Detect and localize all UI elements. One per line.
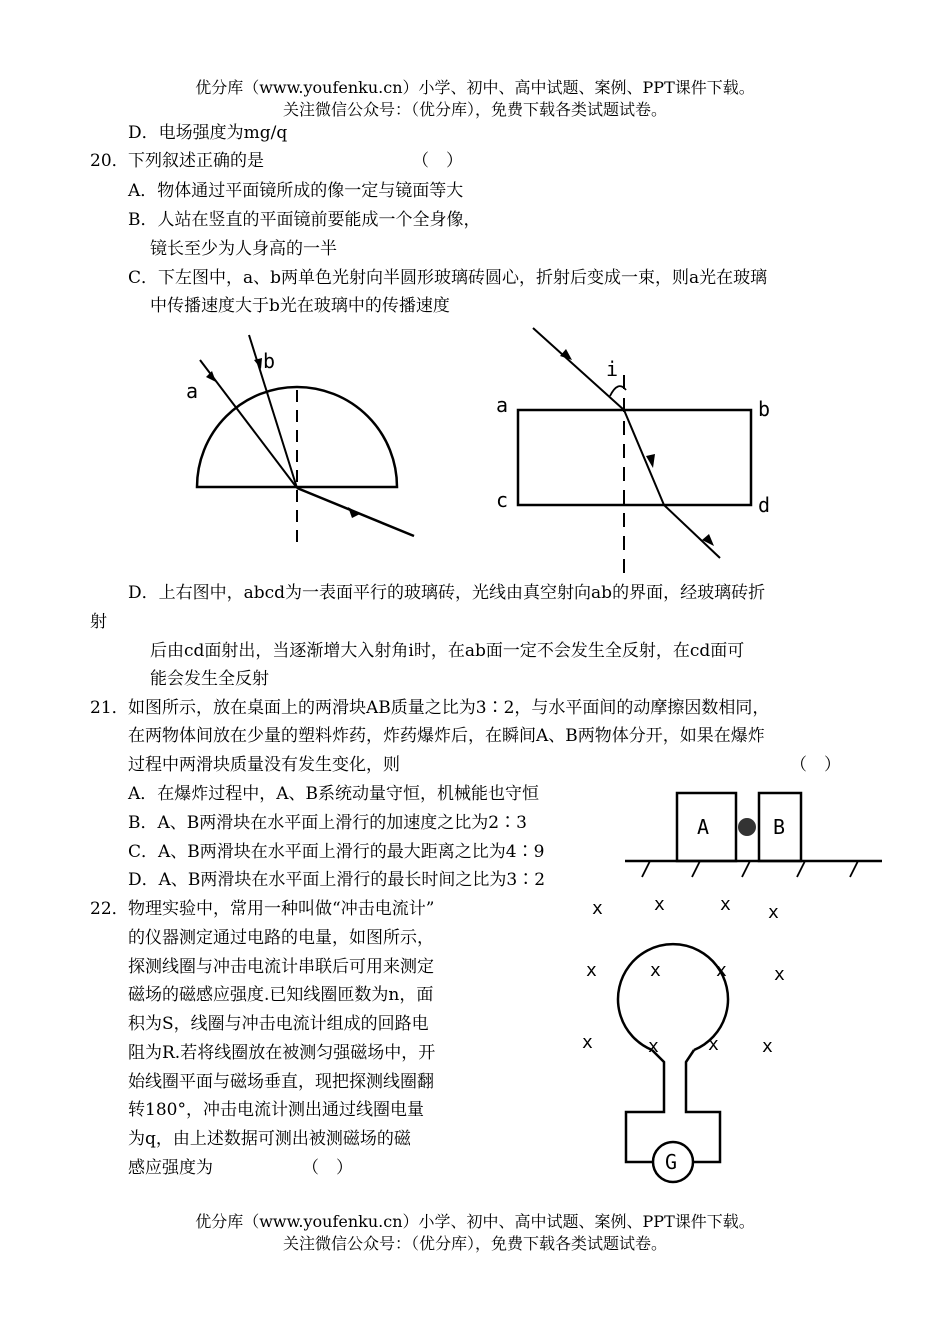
field-mark: x	[582, 1032, 593, 1053]
q20-option-c-line-1: C．下左图中，a、b两单色光射向半圆形玻璃砖圆心，折射后变成一束，则a光在玻璃	[128, 268, 768, 288]
arrow-b	[254, 358, 262, 369]
field-mark: x	[648, 1036, 659, 1057]
explosive-charge	[738, 818, 756, 836]
q22-line-5: 积为S，线圈与冲击电流计组成的回路电	[128, 1014, 429, 1034]
label-i: i	[606, 357, 619, 381]
q20-option-b-line-2: 镜长至少为人身高的一半	[150, 239, 337, 259]
label-a: a	[496, 393, 509, 417]
q22-line-8: 转180°，冲击电流计测出通过线圈电量	[128, 1100, 424, 1120]
q21-stem-line-2: 在两物体间放在少量的塑料炸药，炸药爆炸后，在瞬间A、B两物体分开，如果在爆炸	[128, 726, 765, 746]
galvanometer-label: G	[665, 1150, 678, 1174]
semicircle-refraction-figure	[170, 330, 430, 550]
field-mark: x	[586, 960, 597, 981]
q22-answer-bracket: （ ）	[302, 1158, 353, 1178]
q22-line-10: 感应强度为	[128, 1158, 213, 1178]
label-b: b	[758, 397, 771, 421]
glass-slab-figure	[490, 320, 780, 580]
field-mark: x	[650, 960, 661, 981]
header-line-2: 关注微信公众号：（优分库），免费下载各类试题试卷。	[282, 100, 667, 119]
q22-line-6: 阻为R.若将线圈放在被测匀强磁场中，开	[128, 1043, 436, 1063]
q21-option-b: B．A、B两滑块在水平面上滑行的加速度之比为2∶3	[128, 813, 527, 833]
q20-option-d-line-3: 能会发生全反射	[150, 669, 269, 689]
q21-stem-line-3: 过程中两滑块质量没有发生变化，则	[128, 755, 400, 775]
field-mark: x	[708, 1034, 719, 1055]
label-block-b: B	[773, 815, 786, 839]
coil-galvanometer-figure	[570, 890, 810, 1190]
ground-hatching	[642, 861, 858, 877]
emergent-ray	[664, 505, 720, 558]
footer-line-1: 优分库（www.youfenku.cn）小学、初中、高中试题、案例、PPT课件下载。	[195, 1212, 755, 1231]
q21-option-d: D．A、B两滑块在水平面上滑行的最长时间之比为3∶2	[128, 870, 546, 890]
label-c: c	[496, 488, 509, 512]
q21-option-c: C．A、B两滑块在水平面上滑行的最大距离之比为4∶9	[128, 842, 545, 862]
q20-option-d-line-1: D．上右图中，abcd为一表面平行的玻璃砖，光线由真空射向ab的界面，经玻璃砖折	[128, 583, 766, 603]
q20-option-a: A．物体通过平面镜所成的像一定与镜面等大	[128, 181, 464, 201]
field-mark: x	[762, 1036, 773, 1057]
q19-option-d: D．电场强度为mg/q	[128, 123, 288, 143]
field-mark: x	[716, 960, 727, 981]
q21-stem-line-1: 如图所示，放在桌面上的两滑块AB质量之比为3∶2，与水平面间的动摩擦因数相同，	[128, 698, 770, 718]
q22-line-9: 为q，由上述数据可测出被测磁场的磁	[128, 1129, 411, 1149]
q20-number: 20．	[90, 151, 129, 171]
q20-answer-bracket: （ ）	[412, 151, 463, 171]
q20-option-c-line-2: 中传播速度大于b光在玻璃中的传播速度	[150, 296, 450, 316]
q22-line-2: 的仪器测定通过电路的电量，如图所示，	[128, 928, 434, 948]
field-mark: x	[774, 964, 785, 985]
q22-line-1: 物理实验中，常用一种叫做“冲击电流计”	[128, 899, 435, 919]
field-mark: x	[768, 902, 779, 923]
field-mark: x	[720, 894, 731, 915]
arrow-out	[702, 534, 714, 546]
sliding-blocks-figure	[620, 785, 890, 885]
refracted-ray	[624, 410, 664, 505]
q22-number: 22．	[90, 899, 129, 919]
q20-option-d-line-2: 后由cd面射出，当逐渐增大入射角i时，在ab面一定不会发生全反射，在cd面可	[150, 641, 745, 661]
q21-option-a: A．在爆炸过程中，A、B系统动量守恒，机械能也守恒	[128, 784, 540, 804]
q20-option-d-line-1b: 射	[90, 612, 107, 632]
label-block-a: A	[697, 815, 710, 839]
q22-line-3: 探测线圈与冲击电流计串联后可用来测定	[128, 957, 434, 977]
label-b: b	[263, 349, 276, 373]
label-d: d	[758, 493, 771, 517]
q21-number: 21．	[90, 698, 129, 718]
q22-line-7: 始线圈平面与磁场垂直，现把探测线圈翻	[128, 1072, 434, 1092]
glass-slab	[518, 410, 751, 505]
q20-option-b-line-1: B．人站在竖直的平面镜前要能成一个全身像，	[128, 210, 481, 230]
field-mark: x	[654, 894, 665, 915]
footer-line-2: 关注微信公众号：（优分库），免费下载各类试题试卷。	[282, 1234, 667, 1253]
magnetic-field-marks	[582, 894, 785, 1057]
field-mark: x	[592, 898, 603, 919]
q22-line-4: 磁场的磁感应强度.已知线圈匝数为n，面	[128, 985, 434, 1005]
q20-stem: 下列叙述正确的是	[128, 151, 264, 171]
arrow-a	[206, 371, 216, 382]
angle-arc-i	[610, 386, 626, 396]
header-line-1: 优分库（www.youfenku.cn）小学、初中、高中试题、案例、PPT课件下载。	[195, 78, 755, 97]
label-a: a	[186, 379, 199, 403]
q21-answer-bracket: （ ）	[790, 755, 841, 775]
